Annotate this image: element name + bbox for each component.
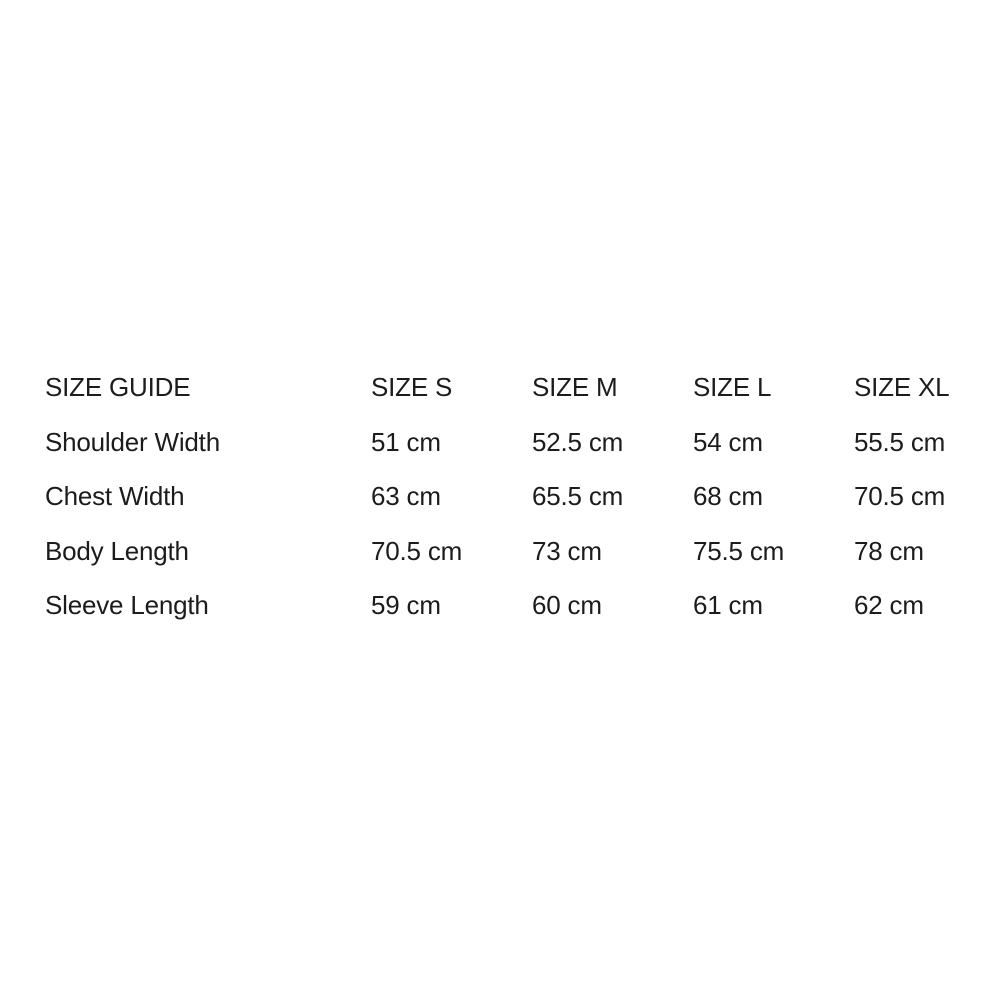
column-header-size-s: SIZE S xyxy=(371,372,453,403)
table-cell: 62 cm xyxy=(854,590,924,621)
column-header-size-l: SIZE L xyxy=(693,372,772,403)
table-cell: 61 cm xyxy=(693,590,763,621)
table-cell: 78 cm xyxy=(854,535,924,566)
table-header-row xyxy=(45,360,975,415)
column-header-size-xl: SIZE XL xyxy=(854,372,950,403)
table-cell: 59 cm xyxy=(371,590,441,621)
row-label: Body Length xyxy=(45,535,189,566)
table-row xyxy=(45,469,975,524)
table-row xyxy=(45,524,975,579)
table-cell: 70.5 cm xyxy=(371,535,463,566)
table-cell: 65.5 cm xyxy=(532,481,624,512)
row-label: Shoulder Width xyxy=(45,426,220,457)
table-cell: 60 cm xyxy=(532,590,602,621)
table-row xyxy=(45,578,975,633)
size-guide-table xyxy=(45,360,975,633)
table-cell: 54 cm xyxy=(693,426,763,457)
table-cell: 75.5 cm xyxy=(693,535,785,566)
table-cell: 52.5 cm xyxy=(532,426,624,457)
table-cell: 70.5 cm xyxy=(854,481,946,512)
row-label: Sleeve Length xyxy=(45,590,209,621)
table-cell: 55.5 cm xyxy=(854,426,946,457)
row-label: Chest Width xyxy=(45,481,185,512)
table-cell: 63 cm xyxy=(371,481,441,512)
table-cell: 51 cm xyxy=(371,426,441,457)
table-row xyxy=(45,415,975,470)
table-cell: 73 cm xyxy=(532,535,602,566)
table-cell: 68 cm xyxy=(693,481,763,512)
table-title: SIZE GUIDE xyxy=(45,372,191,403)
column-header-size-m: SIZE M xyxy=(532,372,618,403)
